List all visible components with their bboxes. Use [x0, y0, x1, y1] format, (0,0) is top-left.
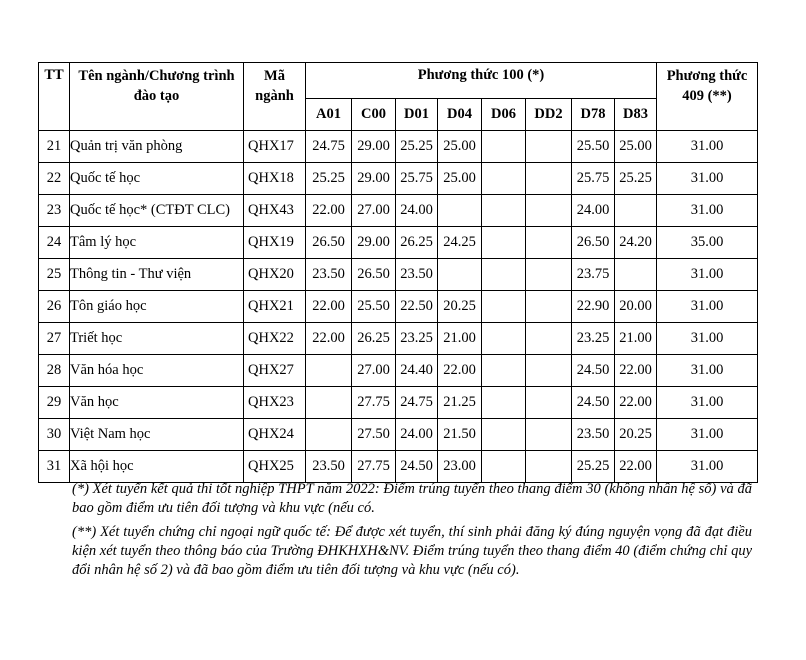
row-number: 27 — [39, 323, 70, 355]
program-name: Việt Nam học — [70, 419, 244, 451]
score-d06 — [482, 355, 526, 387]
score-d83 — [615, 259, 657, 291]
header-subject-d78: D78 — [572, 99, 615, 131]
program-code: QHX20 — [244, 259, 306, 291]
score-d06 — [482, 291, 526, 323]
score-d04: 21.00 — [438, 323, 482, 355]
score-d78: 22.90 — [572, 291, 615, 323]
score-method-409: 31.00 — [657, 291, 758, 323]
score-dd2 — [526, 163, 572, 195]
score-c00: 27.00 — [352, 195, 396, 227]
score-a01 — [306, 387, 352, 419]
score-method-409: 31.00 — [657, 419, 758, 451]
score-d01: 24.00 — [396, 419, 438, 451]
header-subject-d06: D06 — [482, 99, 526, 131]
score-d01: 26.25 — [396, 227, 438, 259]
footnotes — [72, 480, 752, 585]
program-name: Xã hội học — [70, 451, 244, 483]
score-d78: 23.75 — [572, 259, 615, 291]
score-d04: 21.25 — [438, 387, 482, 419]
table-row — [39, 227, 758, 259]
score-d04: 22.00 — [438, 355, 482, 387]
score-d78: 25.50 — [572, 131, 615, 163]
score-dd2 — [526, 227, 572, 259]
score-d06 — [482, 259, 526, 291]
score-d04: 21.50 — [438, 419, 482, 451]
table-row — [39, 291, 758, 323]
program-code: QHX19 — [244, 227, 306, 259]
score-c00: 25.50 — [352, 291, 396, 323]
score-d78: 26.50 — [572, 227, 615, 259]
score-method-409: 35.00 — [657, 227, 758, 259]
row-number: 25 — [39, 259, 70, 291]
score-dd2 — [526, 451, 572, 483]
score-d83: 22.00 — [615, 451, 657, 483]
header-tt: TT — [39, 63, 70, 131]
score-a01: 25.25 — [306, 163, 352, 195]
score-d06 — [482, 387, 526, 419]
score-c00: 26.50 — [352, 259, 396, 291]
score-a01: 23.50 — [306, 259, 352, 291]
header-subject-d04: D04 — [438, 99, 482, 131]
score-d06 — [482, 195, 526, 227]
table-row — [39, 195, 758, 227]
score-d83: 20.00 — [615, 291, 657, 323]
score-method-409: 31.00 — [657, 259, 758, 291]
score-method-409: 31.00 — [657, 131, 758, 163]
admission-scores-table — [38, 62, 758, 483]
score-d83: 22.00 — [615, 387, 657, 419]
row-number: 23 — [39, 195, 70, 227]
score-d06 — [482, 451, 526, 483]
program-name: Thông tin - Thư viện — [70, 259, 244, 291]
row-number: 28 — [39, 355, 70, 387]
score-d78: 25.75 — [572, 163, 615, 195]
score-d06 — [482, 131, 526, 163]
score-d01: 24.75 — [396, 387, 438, 419]
score-d78: 24.50 — [572, 387, 615, 419]
score-d78: 25.25 — [572, 451, 615, 483]
header-subject-a01: A01 — [306, 99, 352, 131]
score-d04: 23.00 — [438, 451, 482, 483]
table-row — [39, 323, 758, 355]
table-row — [39, 355, 758, 387]
score-c00: 26.25 — [352, 323, 396, 355]
score-d04 — [438, 195, 482, 227]
score-a01 — [306, 419, 352, 451]
score-d01: 24.50 — [396, 451, 438, 483]
score-d01: 23.25 — [396, 323, 438, 355]
score-c00: 27.75 — [352, 387, 396, 419]
score-dd2 — [526, 291, 572, 323]
score-d83: 25.00 — [615, 131, 657, 163]
program-code: QHX24 — [244, 419, 306, 451]
score-c00: 29.00 — [352, 227, 396, 259]
footnote-method-409: (**) Xét tuyển chứng chỉ ngoại ngữ quốc tế: Để được xét tuyển, thí sinh phải đăng ký đúng nguyện vọng đã đạt điều kiện xét tuyển theo thông báo của Trường ĐHKHXH&NV. Điểm trúng tuyển theo thang điểm 40 (điểm chứng chỉ quy đổi nhân hệ số 2) và đã bao gồm điểm ưu tiên đối tượng và khu vực (nếu có). — [72, 524, 752, 578]
footnote-method-100: (*) Xét tuyển kết quả thi tốt nghiệp THPT năm 2022: Điểm trúng tuyển theo thang điểm 30 (không nhân hệ số) và đã bao gồm điểm ưu tiên đối tượng và khu vực (nếu có. — [72, 481, 752, 516]
score-dd2 — [526, 195, 572, 227]
score-d78: 23.25 — [572, 323, 615, 355]
program-name: Quản trị văn phòng — [70, 131, 244, 163]
score-d04: 24.25 — [438, 227, 482, 259]
score-a01: 22.00 — [306, 195, 352, 227]
score-d83: 24.20 — [615, 227, 657, 259]
score-d01: 24.00 — [396, 195, 438, 227]
program-name: Văn hóa học — [70, 355, 244, 387]
program-code: QHX17 — [244, 131, 306, 163]
row-number: 21 — [39, 131, 70, 163]
score-dd2 — [526, 131, 572, 163]
score-dd2 — [526, 419, 572, 451]
program-name: Quốc tế học* (CTĐT CLC) — [70, 195, 244, 227]
score-d01: 23.50 — [396, 259, 438, 291]
score-a01: 26.50 — [306, 227, 352, 259]
score-c00: 27.00 — [352, 355, 396, 387]
score-d01: 25.75 — [396, 163, 438, 195]
header-program-name: Tên ngành/Chương trình đào tạo — [70, 63, 244, 131]
score-a01: 23.50 — [306, 451, 352, 483]
table-row — [39, 259, 758, 291]
score-method-409: 31.00 — [657, 163, 758, 195]
score-method-409: 31.00 — [657, 195, 758, 227]
program-code: QHX27 — [244, 355, 306, 387]
row-number: 31 — [39, 451, 70, 483]
header-method-409: Phương thức 409 (**) — [657, 63, 758, 131]
program-name: Tôn giáo học — [70, 291, 244, 323]
score-d01: 25.25 — [396, 131, 438, 163]
score-d04: 25.00 — [438, 131, 482, 163]
score-c00: 29.00 — [352, 163, 396, 195]
score-d06 — [482, 419, 526, 451]
score-d83: 20.25 — [615, 419, 657, 451]
table-row — [39, 131, 758, 163]
header-program-code: Mã ngành — [244, 63, 306, 131]
score-dd2 — [526, 323, 572, 355]
header-subject-d01: D01 — [396, 99, 438, 131]
header-method-100: Phương thức 100 (*) — [306, 63, 657, 99]
table-row — [39, 163, 758, 195]
row-number: 29 — [39, 387, 70, 419]
score-a01: 22.00 — [306, 291, 352, 323]
table-row — [39, 451, 758, 483]
score-c00: 29.00 — [352, 131, 396, 163]
score-method-409: 31.00 — [657, 387, 758, 419]
row-number: 24 — [39, 227, 70, 259]
score-d83: 22.00 — [615, 355, 657, 387]
row-number: 22 — [39, 163, 70, 195]
program-code: QHX25 — [244, 451, 306, 483]
program-code: QHX21 — [244, 291, 306, 323]
score-a01 — [306, 355, 352, 387]
score-dd2 — [526, 387, 572, 419]
score-a01: 24.75 — [306, 131, 352, 163]
program-code: QHX18 — [244, 163, 306, 195]
score-d01: 24.40 — [396, 355, 438, 387]
program-code: QHX22 — [244, 323, 306, 355]
score-d04: 20.25 — [438, 291, 482, 323]
program-code: QHX23 — [244, 387, 306, 419]
table-row — [39, 387, 758, 419]
program-name: Văn học — [70, 387, 244, 419]
score-d83: 21.00 — [615, 323, 657, 355]
score-d01: 22.50 — [396, 291, 438, 323]
score-d78: 24.00 — [572, 195, 615, 227]
header-subject-c00: C00 — [352, 99, 396, 131]
score-d78: 24.50 — [572, 355, 615, 387]
score-d06 — [482, 163, 526, 195]
program-name: Tâm lý học — [70, 227, 244, 259]
score-d83: 25.25 — [615, 163, 657, 195]
score-dd2 — [526, 259, 572, 291]
score-method-409: 31.00 — [657, 451, 758, 483]
program-name: Triết học — [70, 323, 244, 355]
score-c00: 27.50 — [352, 419, 396, 451]
header-subject-d83: D83 — [615, 99, 657, 131]
header-subject-dd2: DD2 — [526, 99, 572, 131]
score-d04 — [438, 259, 482, 291]
score-method-409: 31.00 — [657, 355, 758, 387]
score-d78: 23.50 — [572, 419, 615, 451]
score-dd2 — [526, 355, 572, 387]
score-a01: 22.00 — [306, 323, 352, 355]
table-row — [39, 419, 758, 451]
score-d04: 25.00 — [438, 163, 482, 195]
row-number: 26 — [39, 291, 70, 323]
score-d06 — [482, 227, 526, 259]
program-name: Quốc tế học — [70, 163, 244, 195]
row-number: 30 — [39, 419, 70, 451]
score-c00: 27.75 — [352, 451, 396, 483]
score-method-409: 31.00 — [657, 323, 758, 355]
program-code: QHX43 — [244, 195, 306, 227]
score-d06 — [482, 323, 526, 355]
score-d83 — [615, 195, 657, 227]
